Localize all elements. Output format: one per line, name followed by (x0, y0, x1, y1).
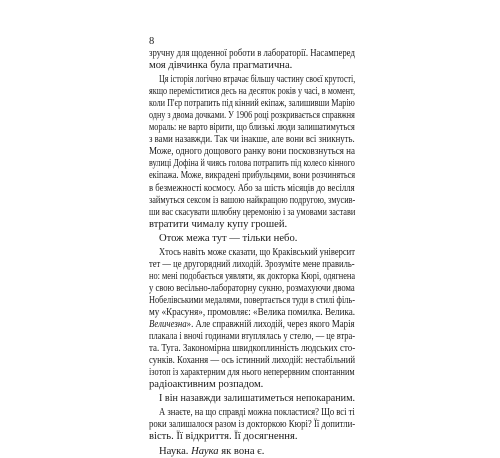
text-line: Величезна». Але справжній лиходій, через якого Марія (149, 319, 355, 331)
body-text (149, 48, 355, 458)
text-line: з вами назавжди. Так чи інакше, але вони всі зникнуть. (149, 134, 355, 146)
text-line: в безмежності космосу. Або за шість місяців до весілля (149, 182, 355, 194)
text-line: І він назавжди залишатиметься непокараним. (159, 393, 356, 405)
paragraph (149, 446, 355, 458)
text-line: у свою весільно-лабораторну сукню, розмахуючи двома (149, 282, 355, 294)
text-line: радіоактивним розпадом. (149, 379, 264, 391)
text-line: мораль: не варто вірити, що близькі люди залишатимуться (149, 122, 355, 134)
page-number: 8 (149, 36, 155, 47)
text-line: моя дівчинка була прагматична. (149, 60, 293, 72)
text-line: Отож межа тут — тільки небо. (159, 232, 298, 244)
text-line: Наука. Наука як вона є. (159, 445, 265, 457)
text-line: А знаєте, на що справді можна покластися? Що всі ті (159, 407, 355, 419)
text-line: втратити чималу купу грошей. (149, 218, 288, 230)
paragraph (149, 393, 355, 405)
text-line: ши вас скасувати шлюбну церемонію і за умовами застави (149, 206, 356, 218)
text-line: Ця історія логічно втрачає більшу частину своєї крутості, (159, 74, 356, 86)
text-line: му «Красуня», промовляє: «Велика помилка. Велика. (149, 306, 356, 318)
paragraph (149, 407, 355, 443)
text-line: та. Туга. Закономірна швидкоплинність людських сто- (149, 343, 356, 355)
text-line: екіпажа. Може, викрадені прибульцями, вони розчиняться (149, 170, 356, 182)
paragraph (149, 233, 355, 245)
text-line: коли П'єр потрапить під кінний екіпаж, залишивши Марію (149, 98, 355, 110)
text-line: Хтось навіть може сказати, що Краківський університ (159, 246, 355, 258)
text-line: займуться сексом із вашою найкращою подругою, змусив- (149, 194, 356, 206)
text-line: ізотоп із характерним для нього неперервним спонтанним (149, 367, 355, 379)
text-line: Нобелівськими медалями, повертається туди в стилі філь- (149, 294, 355, 306)
paragraph (149, 48, 355, 72)
text-line: одну з двома дочками. У 1906 році розкривається справжня (149, 110, 355, 122)
text-line: роки залишалося разом із докторкою Кюрі? Її допитли- (149, 419, 356, 431)
text-line: якщо переміститися десь на десяток років у часі, в момент, (149, 86, 355, 98)
paragraph (149, 74, 355, 231)
text-line: вість. Її відкриття. Її досягнення. (149, 431, 298, 443)
text-line: но: мені подобається уявляти, як докторка Кюрі, одягнена (149, 270, 356, 282)
paragraph (149, 247, 355, 392)
text-line: тет — це другорядний лиходій. Зрозуміте мене правиль- (149, 258, 355, 270)
text-line: Може, одного дощового ранку вони посковзнуться на (149, 146, 356, 158)
text-line: плакала і вночі годинами втуплялась у стелю, — це втра- (149, 331, 356, 343)
text-line: зручну для щоденної роботи в лабораторії. Насамперед (149, 48, 355, 59)
text-line: сунків. Кохання — ось істинний лиходій: нестабільний (149, 355, 356, 367)
text-line: вулиці Дофіна й чиясь голова потрапить під колесо кінного (149, 158, 355, 170)
